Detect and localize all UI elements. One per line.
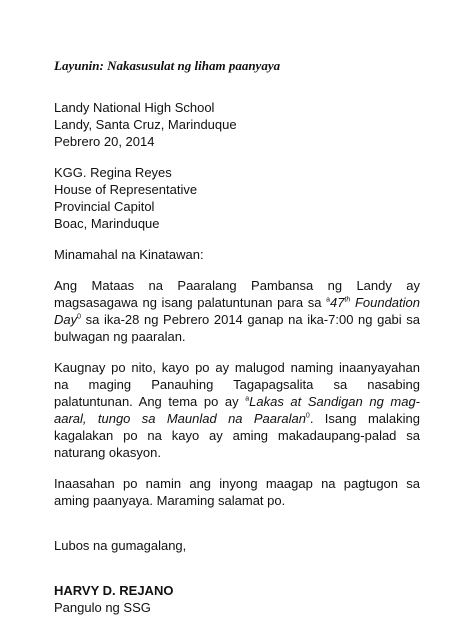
p2-text-b: . Isang malaking kagalakan po na kayo ay aming makadaupang-palad sa naturang okasyon. bbox=[54, 411, 420, 460]
p1-text-a: Ang Mataas na Paaralang Pambansa ng Landy ay magsasagawa ng isang palatuntunan para sa bbox=[54, 278, 420, 310]
objective-line: Layunin: Nakasusulat ng liham paanyaya bbox=[54, 58, 281, 73]
signature-block bbox=[54, 582, 420, 616]
inside-address bbox=[54, 164, 420, 232]
p1-text-b: sa ika-28 ng Pebrero 2014 ganap na ika-7:00 ng gabi sa bulwagan ng paaralan. bbox=[54, 312, 420, 344]
signatory-name: HARVY D. REJANO bbox=[54, 583, 174, 598]
recipient-name: KGG. Regina Reyes bbox=[54, 165, 172, 180]
p2-text-a: Kaugnay po nito, kayo po ay malugod naming inaanyayahan na maging Panauhing Tagapagsalita sa nasabing palatuntunan. Ang tema po ay bbox=[54, 360, 420, 409]
p1-event-ordinal: th bbox=[344, 296, 351, 304]
letter-page bbox=[54, 57, 420, 630]
recipient-office: Provincial Capitol bbox=[54, 199, 155, 214]
p2-open-mark: a bbox=[245, 395, 250, 403]
school-address: Landy, Santa Cruz, Marinduque bbox=[54, 117, 237, 132]
p1-event-number: 47 bbox=[330, 295, 345, 310]
p2-theme: Lakas at Sandigan ng mag-aaral, tungo sa Maunlad na Paaralan bbox=[54, 394, 421, 426]
p1-close-mark: 0 bbox=[77, 313, 82, 321]
signature-spacer bbox=[54, 568, 420, 582]
letter-heading bbox=[54, 99, 420, 150]
spacer bbox=[54, 523, 420, 537]
salutation: Minamahal na Kinatawan: bbox=[54, 247, 204, 262]
body-paragraph-3: Inaasahan po namin ang inyong maagap na pagtugon sa aming paanyaya. Maraming salamat po. bbox=[54, 476, 420, 508]
recipient-title: House of Representative bbox=[54, 182, 198, 197]
p2-close-mark: 0 bbox=[305, 412, 310, 420]
body-paragraph-1 bbox=[54, 277, 420, 345]
body-paragraph-2 bbox=[54, 359, 420, 461]
p1-event-name: Foundation Day bbox=[54, 295, 420, 327]
recipient-location: Boac, Marinduque bbox=[54, 216, 160, 231]
complimentary-close: Lubos na gumagalang, bbox=[54, 538, 187, 553]
signatory-position: Pangulo ng SSG bbox=[54, 600, 151, 615]
letter-date: Pebrero 20, 2014 bbox=[54, 134, 155, 149]
school-name: Landy National High School bbox=[54, 100, 215, 115]
p1-open-mark: a bbox=[326, 296, 330, 304]
